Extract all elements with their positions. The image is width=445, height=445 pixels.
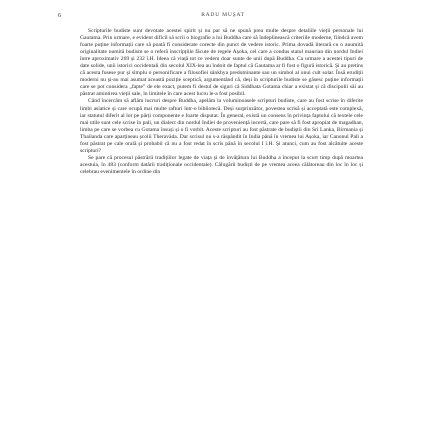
paragraph: Se pare că procesul păstrării tradițiilor legate de viața și de învățătura lui Buddha a început la scurt timp după moartea acestuia, în 483 (conform datării tradiționale occidentale). Călugării budiști de pe vremea aceea călătoreau din loc în loc și celebrau evenimentele în ordine din [80, 154, 363, 175]
page-number: 6 [58, 12, 62, 19]
paragraph: Când încercăm să aflăm lucruri despre Buddha, apelăm la voluminoasele scripturi budiste, care au fost scrise în diferite limbi asiatice și care ocupă mai multe rafturi într-o bibliotecă. Deși surprinzător, povestea scrisă și acceptată este complexă, iar statutul diferit al lor pe părți componente e foarte disputat. În general, există un consens în privința faptului că textele cele mai utile sunt cele scrise în pali, un dialect din nordul Indiei de proveniență incertă, care pare să fi fost apropiat de magadhan, limba pe care se vorbea cu Gotama însuși și o fi vorbit. Aceste scripturi au fost păstrate de budiștii din Sri Lanka, Birmania și Thailanda care aparțineau școlii Theravāda. Dar scrisul nu s-a răspândit în India până în vremea lui Așoka, iar Canonul Pali a fost păstrat pe cale orală și probabil că nu a fost redat în scris până în secolul I î.H. Și atunci, cum au fost alcătuite aceste scripturi? [80, 98, 363, 154]
body-text [80, 28, 363, 434]
running-head [58, 12, 388, 22]
paragraph: Scripturile budiste sunt devotate acestei spirit și nu par să ne spună prea multe despre detaliile vieții personale lui Gautama. Prin urmare, e evident dificil să scrii o biografie a lui Buddha care să îndeplinească criteriile moderne, fiindcă avem foarte puține informații care să poată fi considerate corecte din punct de vedere istoric. Prima dovadă literară cu o anumită originalitate numită budism se o referă inscripțiile făcute de regele Așoka, cel care a condus statul maurian din nordul Indiei între aproximativ 269 și 232 î.H. Ideea că viață tot ce vedem doar sunte de unii după Buddha. Ca urmare a acestei tipuri de date solide, unii istorici occidentali din secolul XIX-lea au îndoit de faptul că Gautama ar fi fost o figură istorică. Și au pretins că acesta fusese pur și simplu o personificare a filosofiei sânkhya predominante sau un simbol al unui cult solar. Însă erudiții moderni nu și-au mai asumat această poziție sceptică, argumentând că, deși în scripturile budiste se găsesc puține informații care se pot considera „fapte” de ele exact, putem fi destul de siguri că Siddhata Gotama chiar a existat și că discipolii săi au păstrat amintirea vieții sale, în limitele în care acest lucru le-a fost posibil. [80, 28, 363, 98]
book-title: RADU MUȘAT [201, 12, 245, 18]
